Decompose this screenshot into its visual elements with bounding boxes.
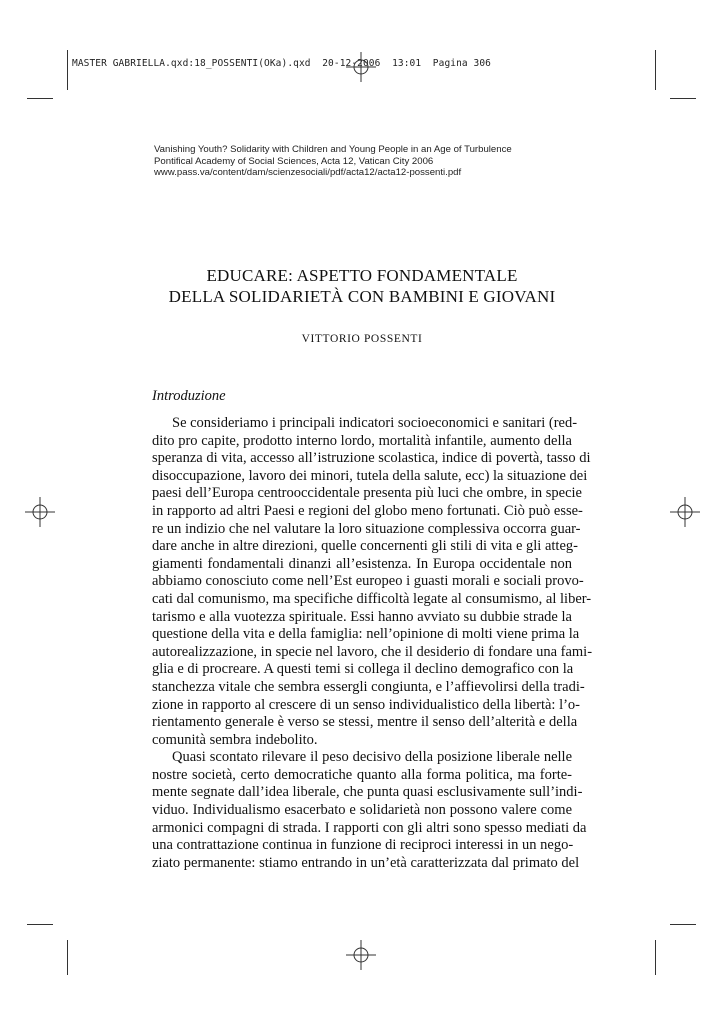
source-url: www.pass.va/content/dam/scienzesociali/pdf/acta12/acta12-possenti.pdf (154, 167, 462, 178)
text-line: questione della vita e della famiglia: nell’opinione di molti viene prima la (152, 626, 580, 643)
registration-mark-left-icon (25, 497, 55, 527)
registration-mark-right-icon (670, 497, 700, 527)
source-citation (154, 144, 574, 179)
text-line: armonici compagni di strada. I rapporti con gli altri sono spesso mediati da (152, 819, 587, 836)
text-line: stanchezza vitale che sembra essergli congiunta, e l’affievolirsi della tradi- (152, 678, 585, 695)
text-line: paesi dell’Europa centrooccidentale presenta più luci che ombre, in specie (152, 485, 582, 502)
text-line: re un indizio che nel valutare la loro situazione complessiva occorra guar- (152, 520, 581, 537)
text-line: disoccupazione, lavoro dei minori, tutela della salute, ecc) la situazione dei (152, 467, 588, 484)
text-line: mente segnate dall’idea liberale, che punta quasi esclusivamente sull’indi- (152, 784, 583, 801)
section-heading: Introduzione (152, 388, 226, 404)
text-line: dito pro capite, prodotto interno lordo, mortalità infantile, aumento della (152, 432, 572, 449)
author-name: VITTORIO POSSENTI (301, 333, 423, 345)
title-line: EDUCARE: ASPETTO FONDAMENTALE (206, 266, 518, 285)
text-line: speranza di vita, accesso all’istruzione scolastica, indice di povertà, tasso di (152, 450, 591, 467)
text-line: zione in rapporto al crescere di un senso individualistico della libertà: l’o- (152, 696, 581, 713)
text-line: tarismo e alla vuotezza spirituale. Essi hanno avviato su dubbie strade la (152, 608, 572, 625)
print-slug: MASTER GABRIELLA.qxd:18_POSSENTI(OKa).qxd 20-12-2006 13:01 Pagina 306 (72, 58, 492, 69)
text-line: viduo. Individualismo esacerbato e solidarietà non possono valere come (152, 802, 572, 819)
text-line: rientamento generale è verso se stessi, mentre il senso dell’alterità e della (152, 714, 578, 731)
text-line: giamenti fondamentali dinanzi all’esistenza. In Europa occidentale non (152, 555, 572, 572)
text-line: una contrattazione continua in funzione di reciproci interessi in un nego- (152, 837, 574, 854)
title-line: DELLA SOLIDARIETÀ CON BAMBINI E GIOVANI (168, 287, 556, 306)
registration-mark-bottom-icon (346, 940, 376, 970)
text-line: in rapporto ad altri Paesi e regioni del globo meno fortunati. Ciò può esse- (152, 502, 583, 519)
source-line: Vanishing Youth? Solidarity with Children and Young People in an Age of Turbulence (154, 144, 512, 155)
source-line: Pontifical Academy of Social Sciences, Acta 12, Vatican City 2006 (154, 155, 434, 167)
text-line: comunità sembra indebolito. (152, 731, 318, 748)
paragraph (152, 415, 593, 749)
text-line: autorealizzazione, in specie nel lavoro, che il desiderio di fondare una fami- (152, 643, 593, 660)
paragraph (152, 749, 587, 872)
text-line: cati dal comunismo, ma specifiche difficoltà legate al consumismo, al liber- (152, 590, 592, 607)
body-text (152, 415, 593, 872)
text-line: Se consideriamo i principali indicatori socioeconomici e sanitari (red- (172, 415, 578, 431)
article-title (0, 265, 724, 307)
text-line: ziato permanente: stiamo entrando in un’età caratterizzata dal primato del (152, 854, 580, 871)
text-line: nostre società, certo democratiche quanto alla forma politica, ma forte- (152, 766, 572, 783)
text-line: glia e di procreare. A questi temi si collega il declino demografico con la (152, 661, 574, 678)
text-line: dare anche in altre direzioni, quelle concernenti gli stili di vita e gli atteg- (152, 538, 578, 555)
text-line: Quasi scontato rilevare il peso decisivo della posizione liberale nelle (172, 749, 572, 766)
registration-mark-top-icon (346, 52, 376, 82)
text-line: abbiamo conosciuto come nell’Est europeo i guasti morali e sociali provo- (152, 573, 584, 590)
